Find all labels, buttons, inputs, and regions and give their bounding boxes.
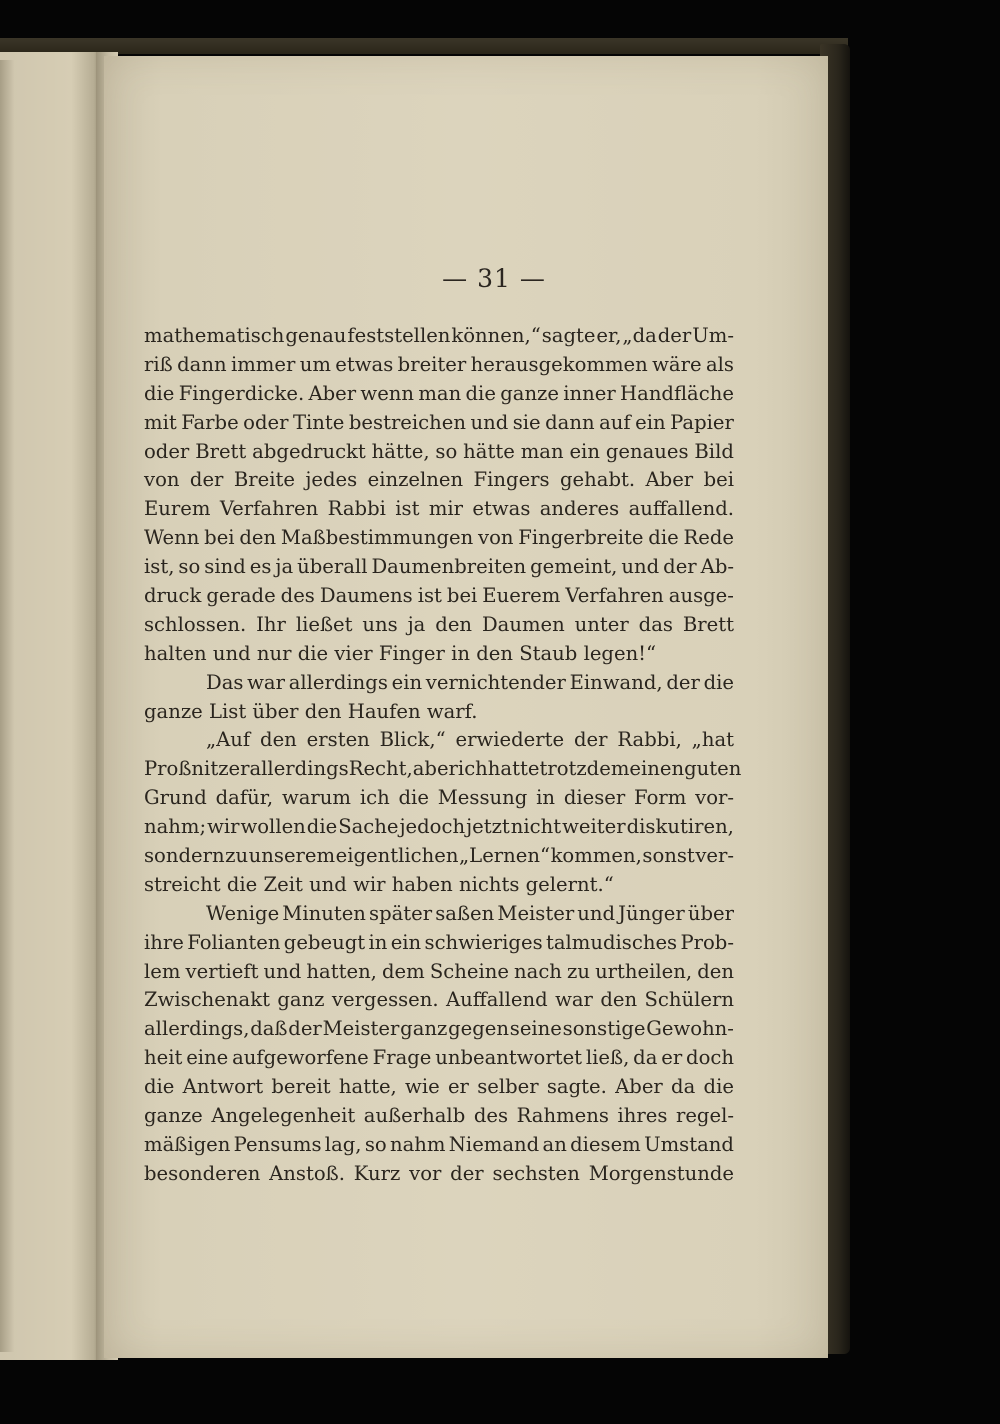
left-page-fore-edge (0, 60, 14, 1352)
text-line: heit eine aufgeworfene Frage unbeantwortet ließ, da er doch (144, 1046, 734, 1070)
page-number: — 31 — (442, 264, 546, 293)
text-line: schlossen. Ihr ließet uns ja den Daumen unter das Brett (144, 612, 734, 636)
left-page (0, 52, 102, 1360)
text-line: Zwischenakt ganz vergessen. Auffallend war den Schülern (144, 988, 734, 1012)
text-line: nahm; wir wollen die Sache jedoch jetzt nicht weiter diskutiren, (144, 815, 734, 839)
text-line: die Antwort bereit hatte, wie er selber sagte. Aber da die (144, 1075, 734, 1099)
body-text (144, 322, 742, 1189)
text-line: Grund dafür, warum ich die Messung in dieser Form vor- (144, 786, 734, 810)
text-line: besonderen Anstoß. Kurz vor der sechsten Morgenstunde (144, 1161, 734, 1185)
text-line: riß dann immer um etwas breiter herausgekommen wäre als (144, 352, 734, 376)
text-line: die Fingerdicke. Aber wenn man die ganze inner Handfläche (144, 381, 734, 405)
right-page (104, 56, 828, 1358)
text-line: allerdings, daß der Meister ganz gegen seine sonstige Gewohn- (144, 1017, 734, 1041)
text-line: halten und nur die vier Finger in den Staub legen!“ (144, 641, 657, 665)
text-line: mit Farbe oder Tinte bestreichen und sie dann auf ein Papier (144, 410, 734, 434)
text-line: mäßigen Pensums lag, so nahm Niemand an diesem Umstand (144, 1132, 734, 1156)
text-line: Wenn bei den Maßbestimmungen von Fingerbreite die Rede (144, 526, 734, 550)
text-line: streicht die Zeit und wir haben nichts gelernt.“ (144, 872, 614, 896)
text-line: „Auf den ersten Blick,“ erwiederte der Rabbi, „hat (206, 728, 734, 752)
text-line: ganze Angelegenheit außerhalb des Rahmens ihres regel- (144, 1104, 734, 1128)
text-line: ihre Folianten gebeugt in ein schwieriges talmudisches Prob- (144, 930, 734, 954)
text-line: druck gerade des Daumens ist bei Euerem Verfahren ausge- (144, 584, 734, 608)
text-line: ist, so sind es ja überall Daumenbreiten gemeint, und der Ab- (144, 555, 734, 579)
text-line: sondern zu unserem eigentlichen „Lernen“ kommen, sonst ver- (144, 844, 734, 868)
text-line: oder Brett abgedruckt hätte, so hätte man ein genaues Bild (144, 439, 734, 463)
text-line: Wenige Minuten später saßen Meister und Jünger über (206, 901, 734, 925)
text-line: lem vertieft und hatten, dem Scheine nach zu urtheilen, den (144, 959, 734, 983)
text-line: mathematisch genau feststellen können,“ sagte er, „da der Um- (144, 324, 734, 347)
book-cover-top-edge (0, 38, 848, 54)
text-line: Eurem Verfahren Rabbi ist mir etwas anderes auffallend. (144, 497, 734, 521)
text-line: Das war allerdings ein vernichtender Einwand, der die (206, 670, 734, 694)
text-line: ganze List über den Haufen warf. (144, 699, 478, 723)
text-line: von der Breite jedes einzelnen Fingers gehabt. Aber bei (144, 468, 734, 492)
text-line: Proßnitzer allerdings Recht, aber ich hatte trotzdem einen guten (144, 757, 742, 781)
